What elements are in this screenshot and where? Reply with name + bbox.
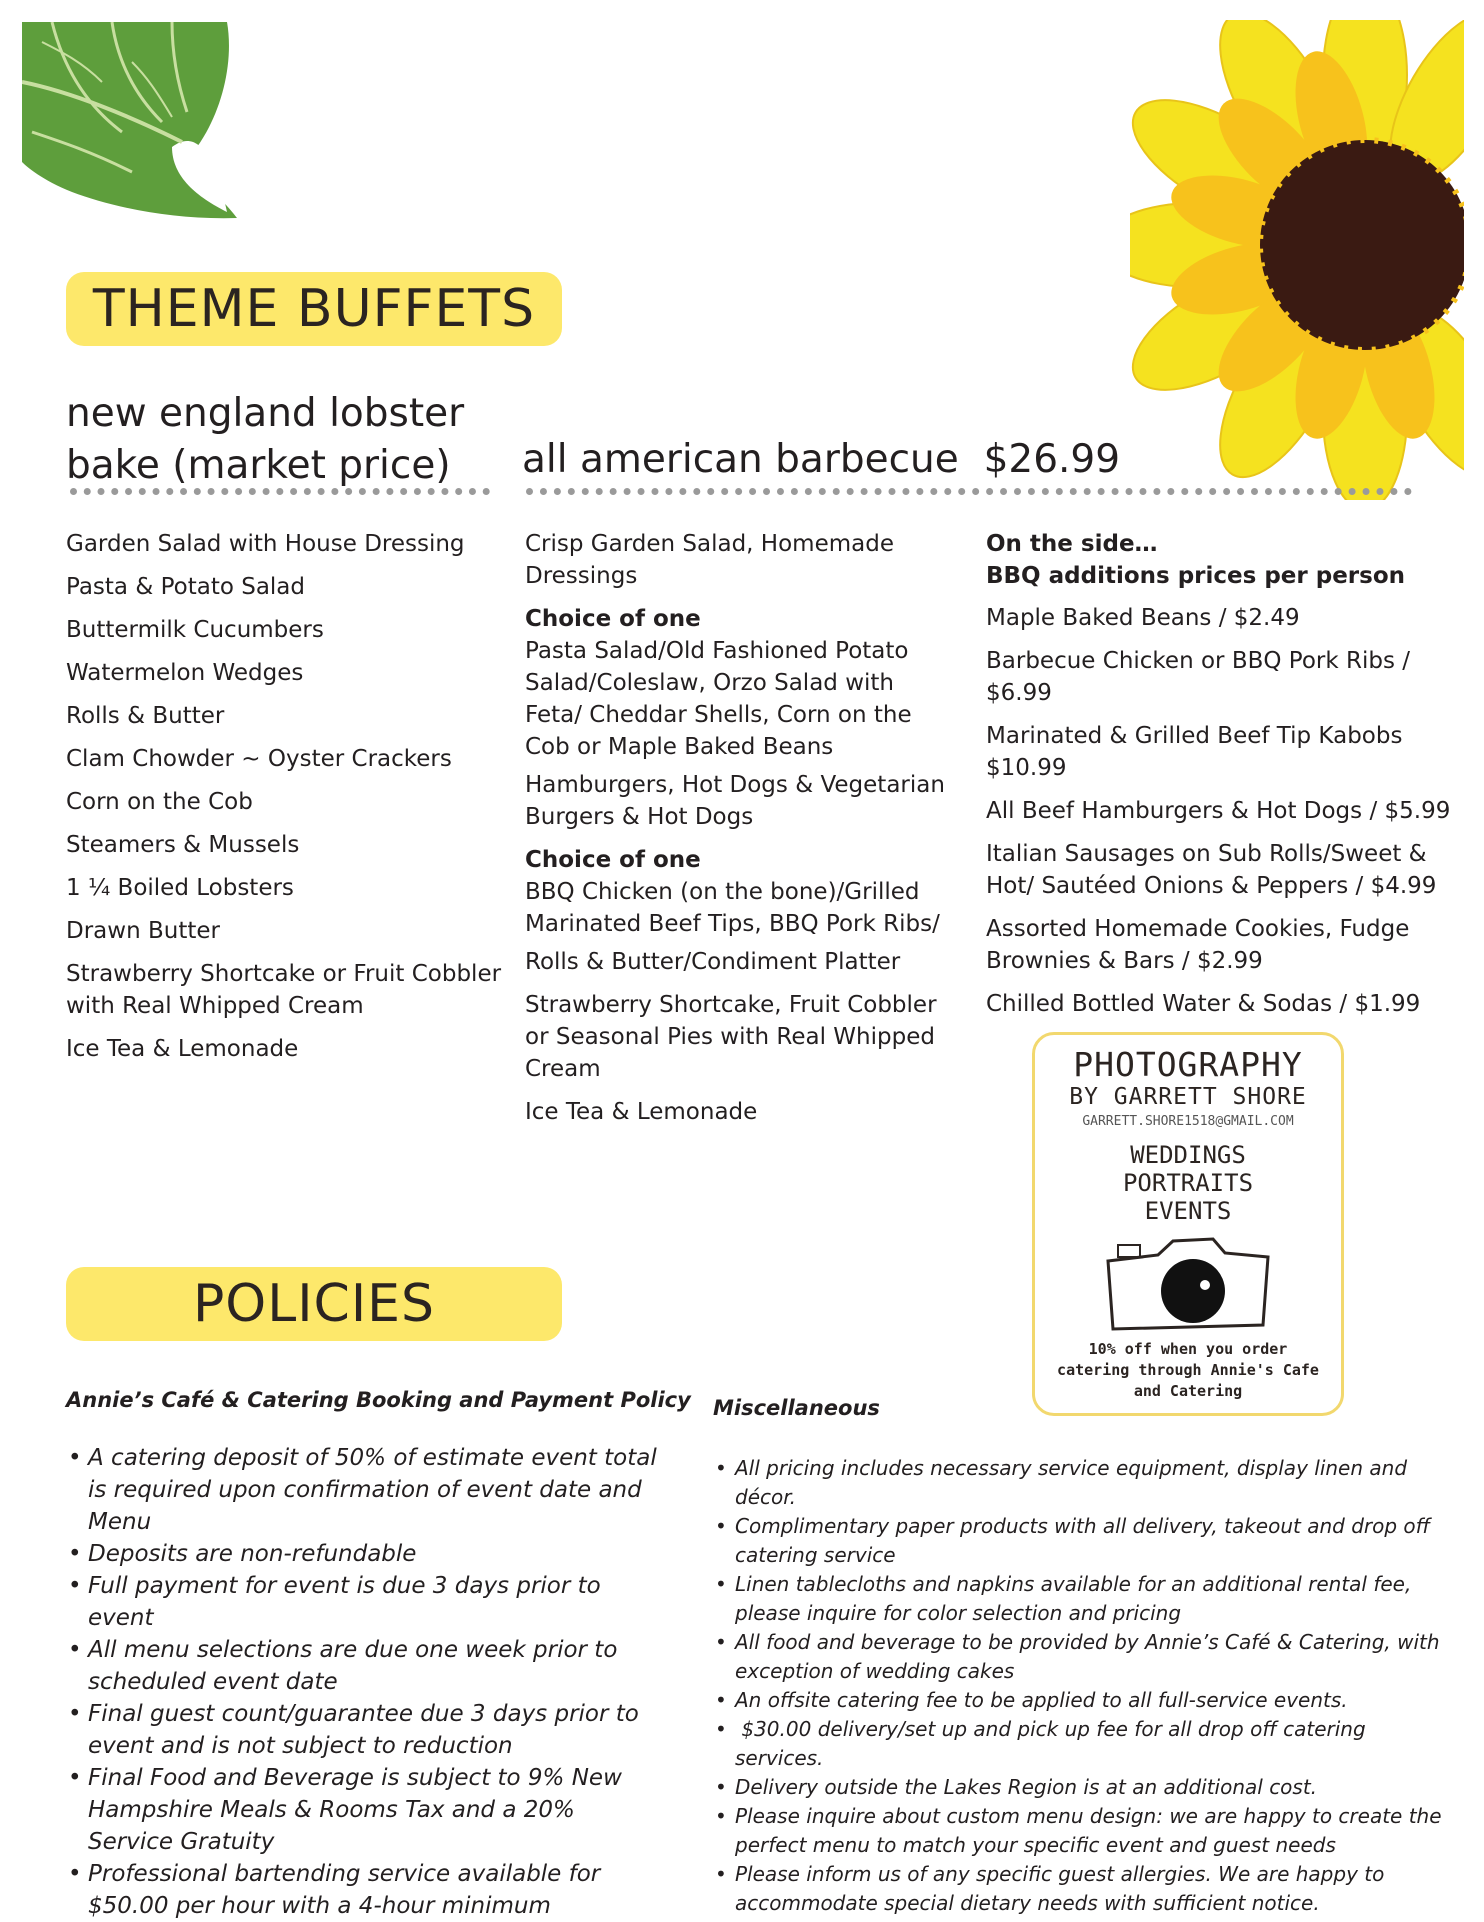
list-item: • Final guest count/guarantee due 3 days prior to event and is not subject to reduction (66, 1698, 666, 1762)
list-item: • A catering deposit of 50% of estimate event total is required upon confirmation of event date and Menu (66, 1442, 666, 1538)
theme-buffets-heading: THEME BUFFETS (92, 279, 536, 339)
list-item: Strawberry Shortcake or Fruit Cobbler with Real Whipped Cream (66, 961, 502, 1019)
booking-policy-list (66, 1442, 666, 1922)
list-item: Italian Sausages on Sub Rolls/Sweet & Hot/ Sautéed Onions & Peppers / $4.99 (986, 841, 1437, 899)
list-item: • All pricing includes necessary service equipment, display linen and décor. (713, 1454, 1453, 1512)
list-item: Choice of one Pasta Salad/Old Fashioned Potato Salad/Coleslaw, Orzo Salad with Feta/ Cheddar Shells, Corn on the Cob or Maple Baked Beans (525, 603, 955, 763)
list-item: • Delivery outside the Lakes Region is at an additional cost. (713, 1773, 1453, 1802)
photo-ad-byline: BY GARRETT SHORE (1069, 1084, 1307, 1110)
list-item: • Please inquire about custom menu design: we are happy to create the perfect menu to match your specific event and guest needs (713, 1802, 1453, 1860)
list-item: Ice Tea & Lemonade (525, 1099, 758, 1125)
policies-heading: POLICIES (192, 1274, 436, 1334)
list-item: Buttermilk Cucumbers (66, 617, 324, 643)
photo-ad-services: WEDDINGS PORTRAITS EVENTS (1122, 1141, 1254, 1225)
list-item: Rolls & Butter/Condiment Platter (525, 949, 901, 975)
list-item: • Full payment for event is due 3 days prior to event (66, 1570, 666, 1634)
list-item: Rolls & Butter (66, 703, 225, 729)
list-item: • All menu selections are due one week prior to scheduled event date (66, 1634, 666, 1698)
lobster-divider (70, 488, 490, 495)
photo-ad-title: PHOTOGRAPHY (1073, 1045, 1303, 1084)
list-item: Garden Salad with House Dressing (66, 531, 465, 557)
list-item: Clam Chowder ~ Oyster Crackers (66, 746, 452, 772)
list-item: • All food and beverage to be provided by Annie’s Café & Catering, with exception of wedding cakes (713, 1628, 1453, 1686)
policies-banner (66, 1267, 562, 1341)
list-item: Maple Baked Beans / $2.49 (986, 605, 1300, 631)
photography-ad (1032, 1032, 1344, 1416)
list-item: • Linen tablecloths and napkins available for an additional rental fee, please inquire for color selection and pricing (713, 1570, 1453, 1628)
list-item: Pasta & Potato Salad (66, 574, 305, 600)
lobster-menu-list (66, 528, 506, 1076)
misc-heading: Miscellaneous (713, 1396, 880, 1420)
list-item: • Professional bartending service available for $50.00 per hour with a 4-hour minimum (66, 1858, 666, 1922)
list-item: Strawberry Shortcake, Fruit Cobbler or Seasonal Pies with Real Whipped Cream (525, 992, 937, 1082)
list-item: Steamers & Mussels (66, 832, 300, 858)
leaf-graphic (22, 22, 242, 222)
list-item: • Complimentary paper products with all delivery, takeout and drop off catering service (713, 1512, 1453, 1570)
bbq-menu-list (525, 528, 955, 1139)
booking-policy-heading: Annie’s Café & Catering Booking and Payment Policy (66, 1388, 691, 1412)
bbq-divider (526, 488, 1412, 495)
list-item: Drawn Butter (66, 918, 220, 944)
list-item: Chilled Bottled Water & Sodas / $1.99 (986, 991, 1421, 1017)
list-item: Watermelon Wedges (66, 660, 304, 686)
list-item: 1 ¼ Boiled Lobsters (66, 875, 294, 901)
photo-ad-email: GARRETT.SHORE1518@GMAIL.COM (1082, 1114, 1294, 1129)
photo-ad-offer: 10% off when you order catering through Annie's Cafe and Catering (1057, 1340, 1319, 1400)
list-item: • Deposits are non-refundable (66, 1538, 666, 1570)
list-item: Choice of one BBQ Chicken (on the bone)/Grilled Marinated Beef Tips, BBQ Pork Ribs/ (525, 844, 955, 940)
list-item: Marinated & Grilled Beef Tip Kabobs $10.99 (986, 723, 1403, 781)
list-item: • Final Food and Beverage is subject to 9% New Hampshire Meals & Rooms Tax and a 20% Service Gratuity (66, 1762, 666, 1858)
side-menu-list (986, 602, 1456, 1031)
choice-label: Choice of one (525, 606, 701, 632)
side-heading: On the side… BBQ additions prices per person (986, 531, 1406, 589)
bbq-title: all american barbecue $26.99 (522, 437, 1121, 482)
list-item: All Beef Hamburgers & Hot Dogs / $5.99 (986, 798, 1451, 824)
lobster-bake-title: new england lobster bake (market price) (66, 391, 465, 488)
list-item: • Please inform us of any specific guest allergies. We are happy to accommodate special dietary needs with sufficient notice. (713, 1860, 1453, 1918)
choice-label: Choice of one (525, 847, 701, 873)
list-item: • An offsite catering fee to be applied to all full-service events. (713, 1686, 1453, 1715)
list-item: Corn on the Cob (66, 789, 253, 815)
misc-policy-list (713, 1454, 1453, 1918)
list-item: Assorted Homemade Cookies, Fudge Brownies & Bars / $2.99 (986, 916, 1410, 974)
list-item: Ice Tea & Lemonade (66, 1036, 299, 1062)
camera-icon (1103, 1233, 1273, 1333)
sunflower-graphic (1130, 20, 1464, 500)
list-item: Barbecue Chicken or BBQ Pork Ribs / $6.99 (986, 648, 1411, 706)
list-item: Crisp Garden Salad, Homemade Dressings (525, 531, 894, 589)
theme-buffets-banner (66, 272, 562, 346)
list-item: • $30.00 delivery/set up and pick up fee for all drop off catering services. (713, 1715, 1453, 1773)
list-item: Hamburgers, Hot Dogs & Vegetarian Burgers & Hot Dogs (525, 772, 945, 830)
